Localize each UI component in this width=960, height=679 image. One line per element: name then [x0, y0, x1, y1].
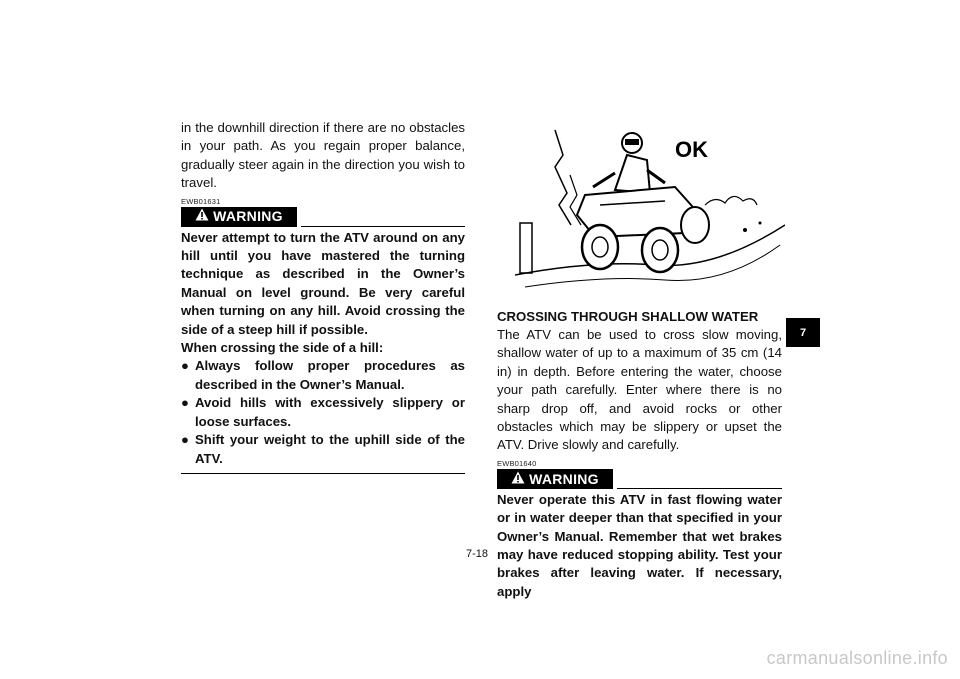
warning-header: [181, 207, 465, 227]
ok-label: OK: [675, 137, 708, 162]
section-heading: CROSSING THROUGH SHALLOW WATER: [497, 309, 759, 324]
warning-badge: [181, 207, 297, 227]
warning-end-rule: [181, 473, 465, 474]
intro-paragraph: in the downhill direction if there are no obstacles in your path. As you regain proper balance, gradually steer again in the direction you wish to travel.: [181, 120, 465, 191]
warning-triangle-icon: [511, 470, 525, 488]
list-item: ● Always follow proper procedures as described in the Owner’s Manual.: [181, 357, 465, 394]
list-item: ● Shift your weight to the uphill side of the ATV.: [181, 431, 465, 468]
warning-rule: [617, 488, 782, 489]
warning-rule: [301, 226, 465, 227]
warning-body: Never operate this ATV in fast flowing water or in water deeper than that specified in your Owner’s Manual. Remember that wet brakes may have reduced stopping ability. Test your brakes after leaving water. If necessary, apply: [497, 491, 782, 599]
crossing-intro: When crossing the side of a hill:: [181, 340, 384, 356]
water-paragraph: The ATV can be used to cross slow moving, shallow water of up to a maximum of 35 cm (14 in) in depth. Before entering the water, choose your path carefully. Enter where there is no sharp drop off, and avoid rocks or other obstacles which may be slippery or upset the ATV. Drive slowly and carefully.: [497, 327, 782, 453]
warning-badge: [497, 469, 613, 489]
bullet-icon: ●: [181, 395, 189, 411]
page-number: 7-18: [466, 548, 489, 560]
list-item: ● Avoid hills with excessively slippery or loose surfaces.: [181, 394, 465, 431]
warning-label: WARNING: [213, 208, 283, 225]
warning-body: Never attempt to turn the ATV around on any hill until you have mastered the turning technique as described in the Owner’s Manual on level ground. Be very careful when turning on any hill. Avoid crossing the side of a steep hill if possible.: [181, 229, 465, 337]
bullet-icon: ●: [181, 432, 189, 448]
warning-code: EWB01631: [181, 196, 221, 206]
warning-header: [497, 469, 782, 489]
left-column: [181, 119, 465, 474]
right-column: [497, 308, 782, 601]
bullet-icon: ●: [181, 358, 189, 374]
atv-hill-illustration: [515, 115, 785, 295]
watermark: carmanualsonline.info: [766, 648, 948, 668]
warning-triangle-icon: [195, 207, 209, 225]
warning-label: WARNING: [529, 470, 599, 487]
chapter-tab: 7: [786, 318, 820, 347]
warning-code: EWB01640: [497, 458, 537, 468]
